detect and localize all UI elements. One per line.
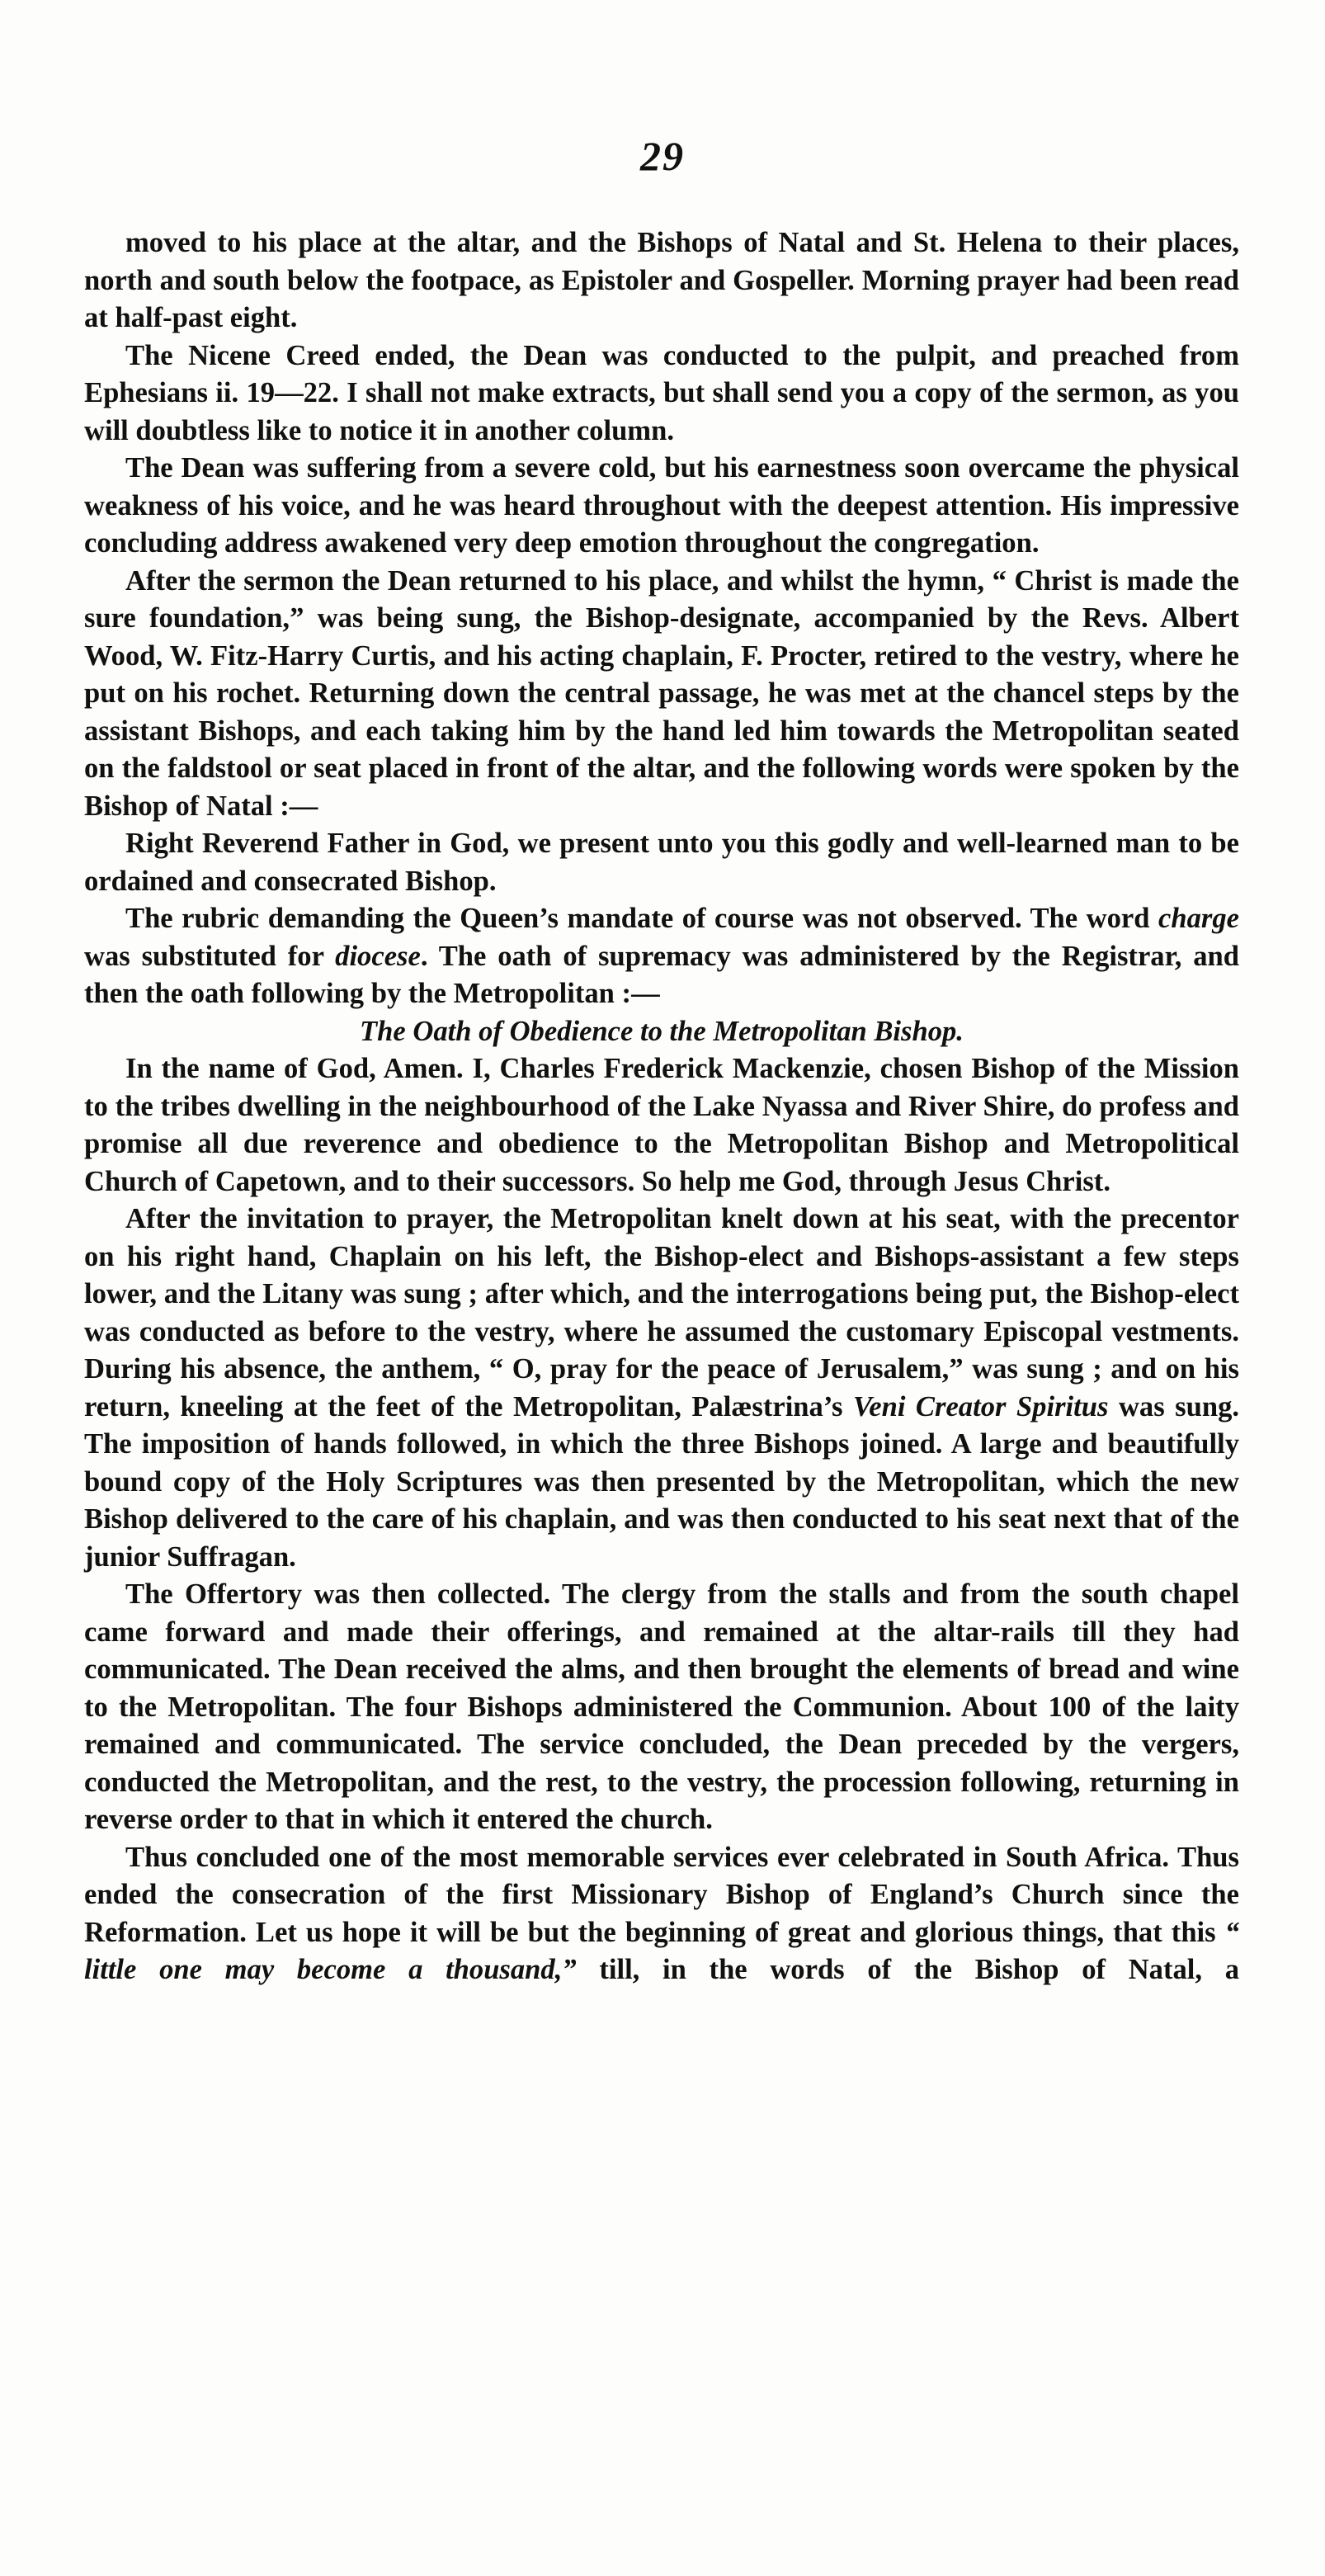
page-number: 29: [640, 133, 685, 179]
text-run: Right Reverend Father in God, we present unto you this godly and well-learned man to be ordained and consecrated Bishop.: [84, 828, 1239, 897]
text-run: till, in the words of the Bishop of Natal, a: [576, 1954, 1239, 1985]
italic-text: Veni Creator Spiritus: [853, 1390, 1109, 1422]
text-run: was sung. The imposition of hands followed, in which the three Bishops joined. A large and beautifully bound copy of the Holy Scriptures was then presented by the Metropolitan, which the new Bishop delivered to the care of his chaplain, and was then conducted to his seat next that of the junior Suffragan.: [84, 1390, 1240, 1573]
paragraph: [84, 450, 1239, 563]
paragraph: [84, 825, 1239, 900]
paragraph: [84, 563, 1239, 826]
text-run: Thus concluded one of the most memorable services ever celebrated in South Africa. Thus ended the consecration of the first Missionary Bishop of England’s Church since the Reformation. Let us hope it will be but the beginning of great and glorious things, that this: [84, 1841, 1239, 1948]
paragraph: [84, 1839, 1239, 1989]
paragraph: [84, 1576, 1239, 1839]
body-text: [84, 224, 1239, 1989]
text-run: . The oath of supremacy was administered by the Registrar, and then the oath following by the Metropolitan :—: [84, 940, 1240, 1009]
paragraph: [84, 224, 1239, 337]
text-run: The Oath of Obedience to the Metropolitan Bishop.: [360, 1015, 964, 1047]
paragraph: [84, 337, 1239, 451]
paragraph: [84, 1050, 1239, 1201]
text-run: The rubric demanding the Queen’s mandate of course was not observed. The word: [125, 903, 1159, 934]
italic-text: “ little one may become a thousand,”: [84, 1916, 1239, 1985]
text-run: After the invitation to prayer, the Metropolitan knelt down at his seat, with the precentor on his right hand, Chaplain on his left, the Bishop-elect and Bishops-assistant a few steps lower, and the Litany was sung ; after which, and the interrogations being put, the Bishop-elect was conducted as before to the vestry, where he assumed the customary Episcopal vestments. During his absence, the anthem, “ O, pray for the peace of Jerusalem,” was sung ; and on his return, kneeling at the feet of the Metropolitan, Palæstrina’s: [84, 1203, 1239, 1422]
text-run: moved to his place at the altar, and the Bishops of Natal and St. Helena to their places, north and south below the footpace, as Epistoler and Gospeller. Morning prayer had been read at half-past eight.: [84, 227, 1239, 333]
text-run: The Dean was suffering from a severe cold, but his earnestness soon overcame the physical weakness of his voice, and he was heard throughout with the deepest attention. His impressive concluding address awakened very deep emotion throughout the congregation.: [84, 452, 1239, 559]
text-run: In the name of God, Amen. I, Charles Frederick Mackenzie, chosen Bishop of the Mission to the tribes dwelling in the neighbourhood of the Lake Nyassa and River Shire, do profess and promise all due reverence and obedience to the Metropolitan Bishop and Metropolitical Church of Capetown, and to their successors. So help me God, through Jesus Christ.: [84, 1053, 1239, 1197]
text-run: The Offertory was then collected. The clergy from the stalls and from the south chapel came forward and made their offerings, and remained at the altar-rails till they had communicated. The Dean received the alms, and then brought the elements of bread and wine to the Metropolitan. The four Bishops administered the Communion. About 100 of the laity remained and communicated. The service concluded, the Dean preceded by the vergers, conducted the Metropolitan, and the rest, to the vestry, the procession following, returning in reverse order to that in which it entered the church.: [84, 1578, 1239, 1835]
text-run: After the sermon the Dean returned to his place, and whilst the hymn, “ Christ is made the sure foundation,” was being sung, the Bishop-designate, accompanied by the Revs. Albert Wood, W. Fitz-Harry Curtis, and his acting chaplain, F. Procter, retired to the vestry, where he put on his rochet. Returning down the central passage, he was met at the chancel steps by the assistant Bishops, and each taking him by the hand led him towards the Metropolitan seated on the faldstool or seat placed in front of the altar, and the following words were spoken by the Bishop of Natal :—: [84, 564, 1239, 822]
text-run: The Nicene Creed ended, the Dean was conducted to the pulpit, and preached from Ephesians ii. 19—22. I shall not make extracts, but shall send you a copy of the sermon, as you will doubtless like to notice it in another column.: [84, 339, 1239, 446]
paragraph: [84, 900, 1239, 1013]
section-heading: [84, 1013, 1239, 1051]
italic-text: charge: [1158, 903, 1239, 934]
text-run: was substituted for: [84, 940, 336, 972]
italic-text: diocese: [335, 940, 421, 972]
paragraph: [84, 1201, 1239, 1576]
